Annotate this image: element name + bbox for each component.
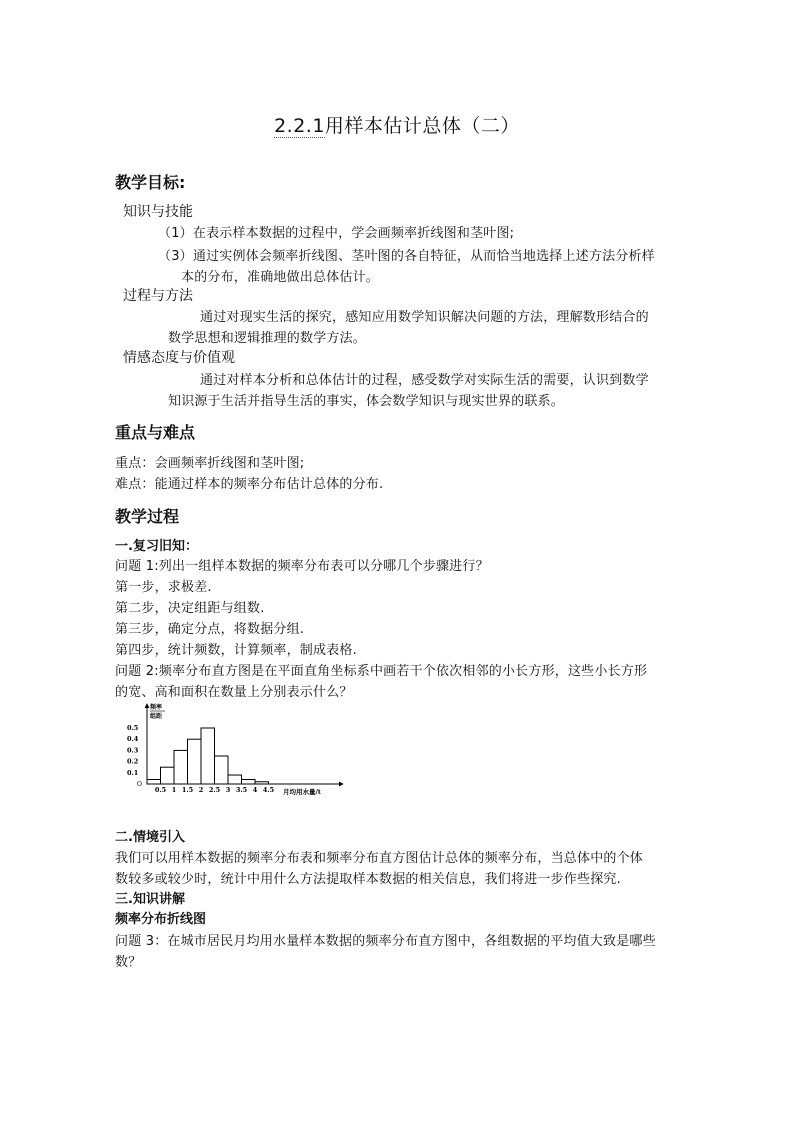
- intro-line1: 我们可以用样本数据的频率分布表和频率分布直方图估计总体的频率分布，当总体中的个体: [115, 851, 644, 866]
- question-2-line1: 问题 2:频率分布直方图是在平面直角坐标系中画若干个依次相邻的小长方形，这些小长方形: [115, 664, 648, 679]
- lecture-subheading: 频率分布折线图: [115, 912, 207, 927]
- question-3-line2: 数？: [115, 955, 142, 970]
- x-tick-label: 2.5: [208, 786, 221, 794]
- review-heading: 一.复习旧知：: [115, 539, 198, 554]
- key-points-heading: 重点与难点: [115, 423, 196, 442]
- knowledge-label: 知识与技能: [123, 204, 193, 220]
- x-tick-label: 1.5: [181, 786, 194, 794]
- attitude-line2: 知识源于生活并指导生活的事实，体会数学知识与现实世界的联系。: [168, 394, 565, 409]
- y-tick-label: 0.2: [127, 757, 139, 766]
- lecture-heading: 三.知识讲解: [115, 892, 185, 907]
- x-tick-label: 3.5: [235, 786, 248, 794]
- step-4: 第四步，统计频数，计算频率，制成表格.: [115, 643, 357, 658]
- knowledge-item-1: （1）在表示样本数据的过程中，学会画频率折线图和茎叶图;: [158, 226, 515, 241]
- x-tick-label: 4: [252, 786, 258, 794]
- step-2: 第二步，决定组距与组数.: [115, 601, 265, 616]
- histogram-bar: [228, 775, 242, 784]
- x-tick-label: 1: [171, 786, 177, 794]
- y-tick-label: 0.5: [127, 724, 139, 732]
- knowledge-item-3-line2: 本的分布，准确地做出总体估计。: [181, 270, 380, 285]
- histogram-bar: [215, 756, 229, 784]
- y-axis-label-top: 频率: [150, 704, 163, 711]
- x-axis-label: 月均用水量/t: [283, 788, 321, 796]
- histogram-bar: [255, 782, 269, 784]
- x-tick-label: 2: [198, 786, 204, 794]
- process-heading: 教学过程: [115, 507, 180, 526]
- key-point: 重点：会画频率折线图和茎叶图;: [115, 456, 305, 471]
- histogram-bar: [188, 739, 202, 784]
- step-3: 第三步，确定分点，将数据分组.: [115, 622, 305, 637]
- attitude-line1: 通过对样本分析和总体估计的过程，感受数学对实际生活的需要，认识到数学: [200, 373, 649, 388]
- origin-label: O: [137, 781, 142, 788]
- histogram-bar: [174, 750, 188, 784]
- intro-line2: 数较多或较少时，统计中用什么方法提取样本数据的相关信息，我们将进一步作些探究.: [115, 872, 621, 887]
- objectives-heading: 教学目标:: [115, 173, 186, 192]
- histogram-bar: [201, 728, 215, 784]
- question-1: 问题 1:列出一组样本数据的频率分布表可以分哪几个步骤进行？: [115, 559, 489, 574]
- attitude-label: 情感态度与价值观: [123, 350, 235, 366]
- x-tick-label: 4.5: [262, 786, 275, 794]
- difficulty-point: 难点：能通过样本的频率分布估计总体的分布.: [115, 477, 384, 492]
- histogram-bar: [242, 780, 256, 784]
- question-3-line1: 问题 3：在城市居民月均用水量样本数据的频率分布直方图中，各组数据的平均值大致是哪些: [115, 934, 656, 949]
- knowledge-item-3-line1: （3）通过实例体会频率折线图、茎叶图的各自特征，从而恰当地选择上述方法分析样: [158, 249, 655, 264]
- intro-heading: 二.情境引入: [115, 830, 185, 845]
- step-1: 第一步，求极差.: [115, 580, 212, 595]
- process-method-line1: 通过对现实生活的探究，感知应用数学知识解决问题的方法，理解数形结合的: [200, 310, 649, 325]
- title-text: 用样本估计总体（二）: [324, 115, 520, 137]
- y-tick-label: 0.4: [127, 735, 139, 744]
- histogram-bar: [161, 767, 175, 784]
- question-2-line2: 的宽、高和面积在数量上分别表示什么？: [115, 685, 353, 700]
- process-method-line2: 数学思想和逻辑推理的数学方法。: [168, 331, 367, 346]
- y-tick-label: 0.1: [127, 768, 139, 777]
- title-number: 2.2.1: [274, 115, 325, 137]
- x-tick-label: 3: [225, 786, 231, 794]
- y-tick-label: 0.3: [127, 746, 139, 755]
- process-method-label: 过程与方法: [123, 288, 193, 304]
- page-title: [0, 111, 794, 138]
- histogram-bar: [147, 780, 161, 784]
- y-axis-label-bottom: 组距: [150, 713, 163, 720]
- x-tick-label: 0.5: [154, 786, 167, 794]
- frequency-histogram: [125, 700, 350, 800]
